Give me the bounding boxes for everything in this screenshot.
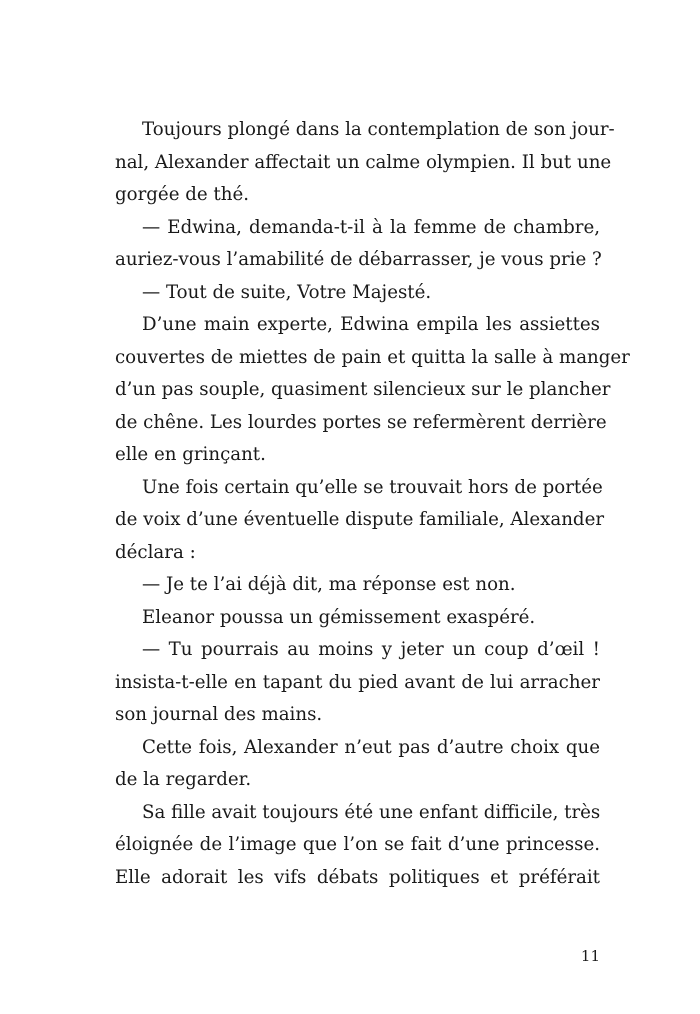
text-line: de voix d’une éventuelle dispute familiale, Alexander — [115, 509, 605, 530]
text-line: elle en grinçant. — [115, 444, 266, 465]
text-line: — Edwina, demanda-t-il à la femme de chambre, — [142, 216, 600, 238]
text-line: d’un pas souple, quasiment silencieux sur le plancher — [115, 379, 611, 400]
text-line: insista-t-elle en tapant du pied avant de lui arracher — [115, 671, 600, 693]
text-line: — Tout de suite, Votre Majesté. — [142, 281, 432, 303]
text-line: gorgée de thé. — [115, 184, 249, 205]
text-line: couvertes de miettes de pain et quitta la salle à manger — [115, 346, 630, 368]
text-line: Toujours plongé dans la contemplation de son jour- — [142, 119, 615, 140]
text-line: déclara : — [115, 541, 196, 563]
text-line: Eleanor poussa un gémissement exaspéré. — [142, 606, 536, 628]
text-line: Elle adorait les vifs débats politiques et préférait — [115, 866, 600, 888]
text-line: — Tu pourrais au moins y jeter un coup d’œil ! — [142, 639, 600, 660]
text-line: éloignée de l’image que l’on se fait d’une princesse. — [115, 834, 600, 855]
text-line: D’une main experte, Edwina empila les assiettes — [142, 314, 600, 335]
text-line: — Je te l’ai déjà dit, ma réponse est non. — [142, 574, 516, 595]
text-line: nal, Alexander affectait un calme olympien. Il but une — [115, 151, 612, 173]
text-line: son journal des mains. — [115, 704, 323, 725]
text-line: Cette fois, Alexander n’eut pas d’autre choix que — [142, 736, 600, 758]
text-line: de chêne. Les lourdes portes se refermèrent derrière — [115, 411, 607, 433]
text-line: auriez-vous l’amabilité de débarrasser, je vous prie ? — [115, 249, 602, 270]
body-text — [115, 114, 630, 894]
text-line: Sa fille avait toujours été une enfant difficile, très — [142, 801, 601, 823]
text-line: Une fois certain qu’elle se trouvait hors de portée — [142, 476, 603, 498]
text-line: de la regarder. — [115, 769, 252, 790]
page-number: 11 — [580, 947, 600, 965]
